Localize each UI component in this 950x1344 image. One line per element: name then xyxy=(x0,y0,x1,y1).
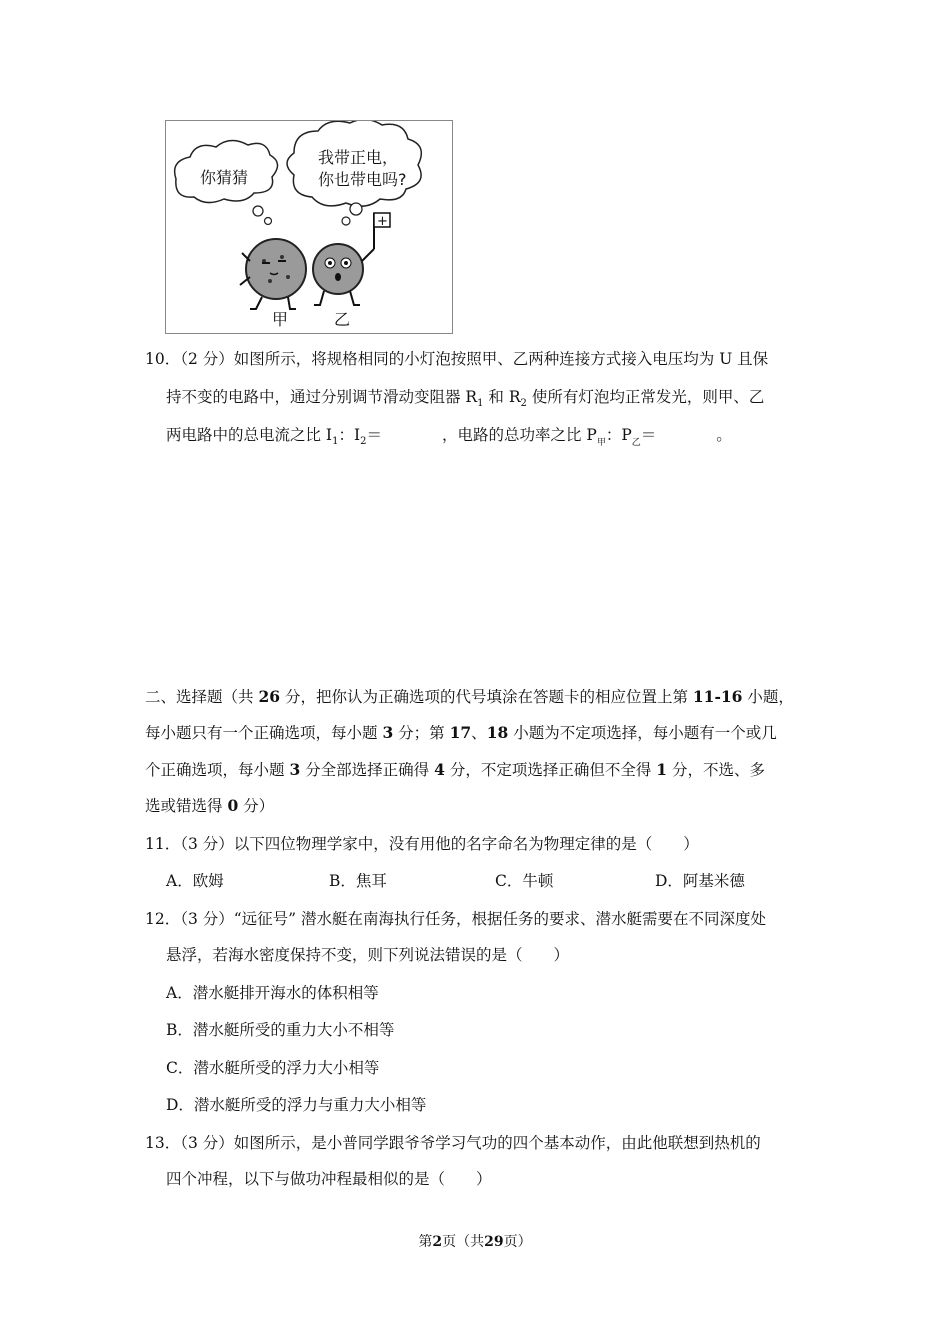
section-bold: 1 xyxy=(656,760,668,779)
section-text: 每小题只有一个正确选项，每小题 xyxy=(145,724,383,742)
q12-stem-2: 悬浮，若海水密度保持不变，则下列说法错误的是（ ） xyxy=(166,946,570,964)
section-bold: 17 xyxy=(449,723,472,742)
subscript: 1 xyxy=(477,398,484,409)
charged-balls-figure xyxy=(165,120,453,334)
page-footer xyxy=(0,1231,950,1251)
label-jia: 甲 xyxy=(272,310,289,329)
right-bubble-text-1: 我带正电， xyxy=(318,148,399,167)
footer-text: 页） xyxy=(503,1234,532,1250)
q10-text: 使所有灯泡均正常发光，则甲、乙 xyxy=(526,388,765,406)
q10-text: ，电路的总功率之比 P xyxy=(441,426,597,444)
section-text: 小题为不定项选择，每小题有一个或几 xyxy=(508,724,777,742)
section2-line2 xyxy=(145,723,777,743)
q11-option-c[interactable]: C．牛顿 xyxy=(495,872,554,890)
page-number: 2 xyxy=(432,1234,443,1250)
q10-text: 两电路中的总电流之比 I xyxy=(166,426,333,444)
section-text: 分） xyxy=(238,797,275,815)
subscript: 2 xyxy=(360,436,367,447)
section-text: 分；第 xyxy=(393,724,450,742)
section-text: 选或错选得 xyxy=(145,797,228,815)
q10-line2 xyxy=(166,387,764,414)
section2-line4 xyxy=(145,796,274,816)
cartoon-illustration xyxy=(166,121,452,333)
q11-option-a[interactable]: A．欧姆 xyxy=(166,872,224,890)
q13-stem-2: 四个冲程，以下与做功冲程最相似的是（ ） xyxy=(166,1170,492,1188)
subscript: 乙 xyxy=(631,438,641,448)
section-text: 分全部选择正确得 xyxy=(300,761,435,779)
section-bold: 26 xyxy=(258,687,281,706)
section-text: 分，不选、多 xyxy=(667,761,765,779)
flag-plus-sign: + xyxy=(377,214,388,229)
section-text: 、 xyxy=(471,724,487,742)
q10-text: ：P xyxy=(605,426,632,444)
section-text: 分，把你认为正确选项的代号填涂在答题卡的相应位置上第 xyxy=(280,688,693,706)
q10-text: ＝ xyxy=(640,426,657,444)
section-bold: 11-16 xyxy=(692,687,743,706)
section-bold: 3 xyxy=(289,760,301,779)
q11-option-d[interactable]: D．阿基米德 xyxy=(655,872,745,890)
q12-option-c[interactable]: C．潜水艇所受的浮力大小相等 xyxy=(166,1059,380,1077)
section-bold: 0 xyxy=(227,796,239,815)
q10-line1: 10．（2 分）如图所示，将规格相同的小灯泡按照甲、乙两种连接方式接入电压均为 U 且保 xyxy=(145,350,769,368)
q11-stem: 11．（3 分）以下四位物理学家中，没有用他的名字命名为物理定律的是（ ） xyxy=(145,835,699,853)
label-yi: 乙 xyxy=(334,310,351,329)
q13-stem-1: 13．（3 分）如图所示，是小普同学跟爷爷学习气功的四个基本动作，由此他联想到热机的 xyxy=(145,1134,761,1152)
footer-text: 页（共 xyxy=(442,1234,485,1250)
q12-stem-1: 12．（3 分）“远征号” 潜水艇在南海执行任务，根据任务的要求、潜水艇需要在不同深度处 xyxy=(145,910,767,928)
ball-jia xyxy=(240,239,306,309)
section-text: 个正确选项，每小题 xyxy=(145,761,290,779)
subscript: 2 xyxy=(520,398,527,409)
footer-text: 第 xyxy=(418,1234,433,1250)
subscript: 1 xyxy=(332,436,339,447)
q10-line3 xyxy=(166,425,732,453)
section-text: 小题， xyxy=(742,688,794,706)
q10-text: 和 R xyxy=(483,388,521,406)
q11-option-b[interactable]: B．焦耳 xyxy=(329,872,387,890)
left-bubble-text: 你猜猜 xyxy=(200,168,249,187)
section-bold: 18 xyxy=(486,723,509,742)
q10-text: ：I xyxy=(338,426,361,444)
total-pages: 29 xyxy=(484,1234,504,1250)
section2-line1 xyxy=(145,687,794,707)
q12-option-d[interactable]: D．潜水艇所受的浮力与重力大小相等 xyxy=(166,1096,427,1114)
section-text: 二、选择题（共 xyxy=(145,688,259,706)
q10-text: ＝ xyxy=(366,426,382,444)
q10-text: 。 xyxy=(716,426,732,444)
section-bold: 3 xyxy=(382,723,394,742)
q12-option-b[interactable]: B．潜水艇所受的重力大小不相等 xyxy=(166,1021,395,1039)
subscript: 甲 xyxy=(596,438,606,448)
section2-line3 xyxy=(145,760,765,780)
q10-text: 持不变的电路中，通过分别调节滑动变阻器 R xyxy=(166,388,478,406)
section-bold: 4 xyxy=(434,760,445,779)
q12-option-a[interactable]: A．潜水艇排开海水的体积相等 xyxy=(166,984,379,1002)
right-bubble-text-2: 你也带电吗? xyxy=(318,170,407,189)
section-text: 分，不定项选择正确但不全得 xyxy=(444,761,657,779)
ball-yi xyxy=(313,213,390,305)
